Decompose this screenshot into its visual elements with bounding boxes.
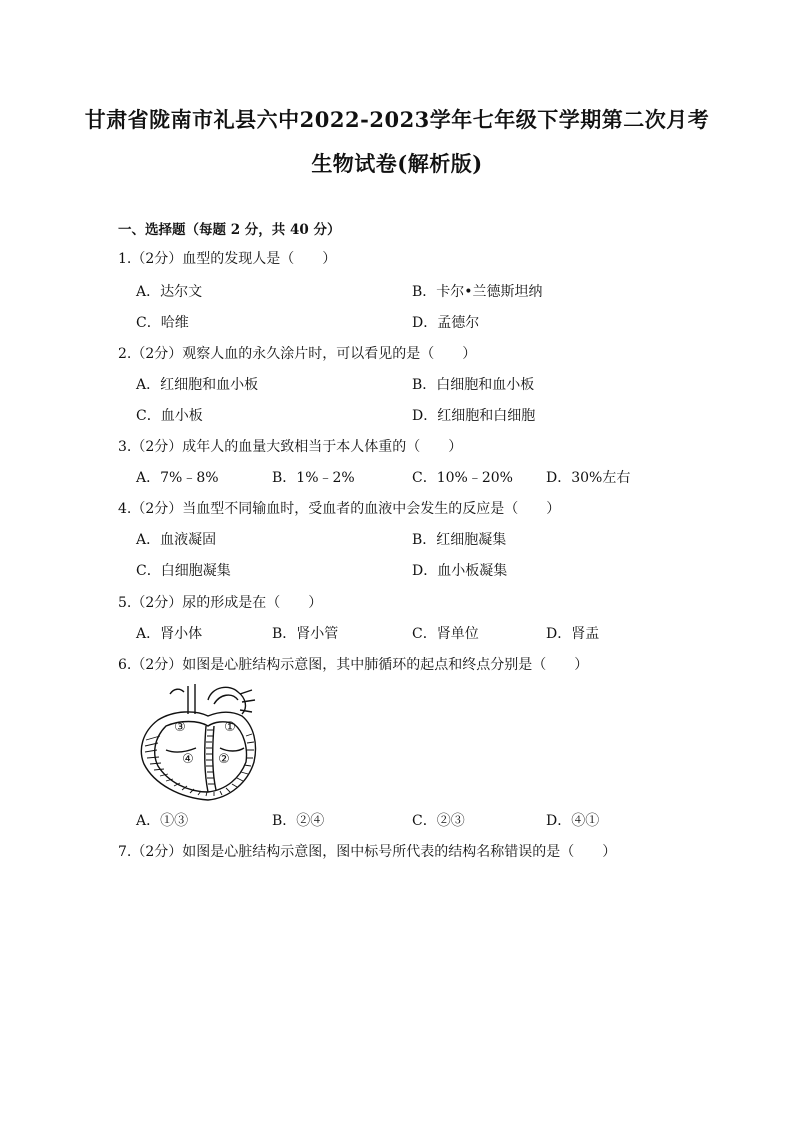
question-6-option-a: A．①③ bbox=[136, 813, 189, 829]
question-6-option-d: D．④① bbox=[546, 813, 600, 829]
question-2-option-b: B．白细胞和血小板 bbox=[412, 377, 535, 393]
question-6-option-c: C．②③ bbox=[412, 813, 465, 829]
question-6-stem: 6.（2分）如图是心脏结构示意图，其中肺循环的起点和终点分别是（ ） bbox=[118, 657, 589, 673]
question-3-stem: 3.（2分）成年人的血量大致相当于本人体重的（ ） bbox=[118, 439, 463, 455]
question-1-stem: 1.（2分）血型的发现人是（ ） bbox=[118, 251, 337, 267]
question-4-option-c: C．白细胞凝集 bbox=[136, 563, 231, 579]
label-3: ③ bbox=[174, 720, 186, 735]
page-title-line2: 生物试卷(解析版) bbox=[311, 151, 483, 176]
question-5-option-b: B．肾小管 bbox=[272, 626, 339, 642]
question-5-option-c: C．肾单位 bbox=[412, 626, 479, 642]
question-4-option-d: D．血小板凝集 bbox=[412, 563, 508, 579]
question-2-option-c: C．血小板 bbox=[136, 408, 203, 424]
question-4-option-b: B．红细胞凝集 bbox=[412, 532, 507, 548]
question-4-stem: 4.（2分）当血型不同输血时，受血者的血液中会发生的反应是（ ） bbox=[118, 501, 561, 517]
question-5-stem: 5.（2分）尿的形成是在（ ） bbox=[118, 595, 323, 611]
question-2-stem: 2.（2分）观察人血的永久涂片时，可以看见的是（ ） bbox=[118, 346, 477, 362]
question-3-option-d: D．30%左右 bbox=[546, 470, 631, 486]
question-5-option-d: D．肾盂 bbox=[546, 626, 600, 642]
page-title-line1: 甘肃省陇南市礼县六中2022-2023学年七年级下学期第二次月考 bbox=[84, 107, 710, 132]
question-1-option-d: D．孟德尔 bbox=[412, 315, 480, 331]
question-6-option-b: B．②④ bbox=[272, 813, 325, 829]
question-4-option-a: A．血液凝固 bbox=[136, 532, 217, 548]
question-1-option-c: C．哈维 bbox=[136, 315, 189, 331]
question-5-option-a: A．肾小体 bbox=[136, 626, 203, 642]
question-3-option-c: C．10%﹣20% bbox=[412, 470, 513, 486]
question-2-option-a: A．红细胞和血小板 bbox=[136, 377, 259, 393]
section-heading: 一、选择题（每题 2 分，共 40 分） bbox=[118, 222, 341, 238]
question-1-option-b: B．卡尔•兰德斯坦纳 bbox=[412, 284, 543, 300]
label-4: ④ bbox=[182, 752, 194, 767]
question-3-option-a: A．7%﹣8% bbox=[136, 470, 219, 486]
question-7-stem: 7.（2分）如图是心脏结构示意图，图中标号所代表的结构名称错误的是（ ） bbox=[118, 844, 617, 860]
label-2: ② bbox=[218, 752, 230, 767]
question-3-option-b: B．1%﹣2% bbox=[272, 470, 355, 486]
question-2-option-d: D．红细胞和白细胞 bbox=[412, 408, 536, 424]
heart-diagram bbox=[134, 680, 274, 804]
label-1: ① bbox=[224, 720, 236, 735]
question-1-option-a: A．达尔文 bbox=[136, 284, 203, 300]
